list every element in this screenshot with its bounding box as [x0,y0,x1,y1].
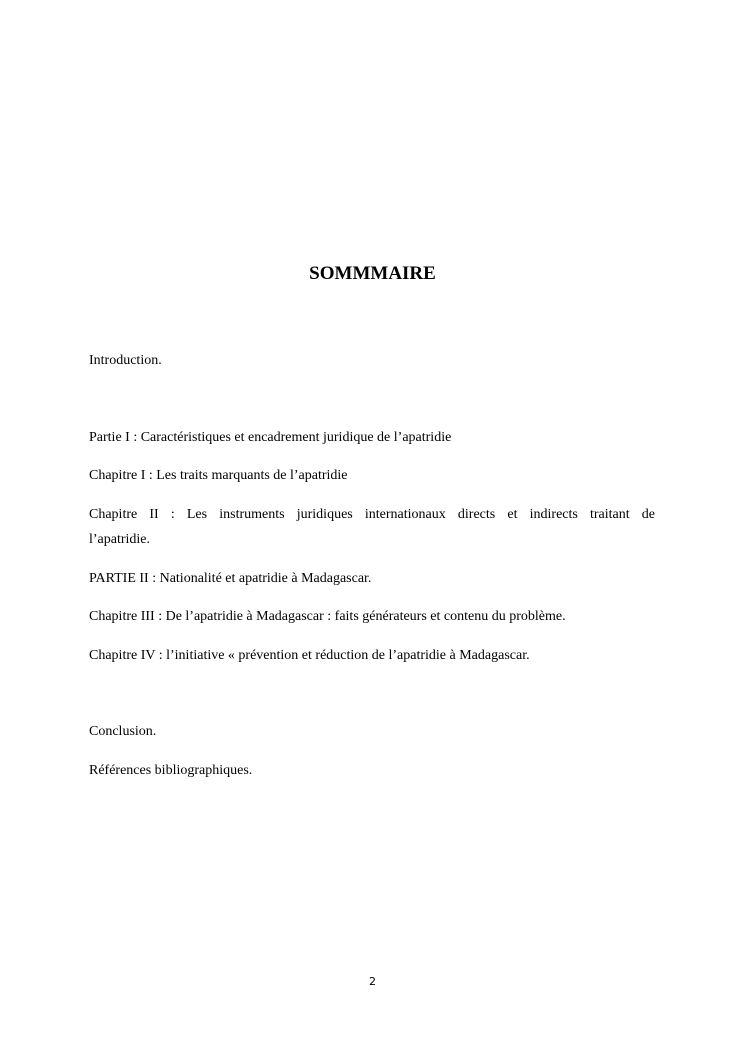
toc-entry-chapitre-1: Chapitre I : Les traits marquants de l’apatridie [89,468,348,483]
toc-entry-references: Références bibliographiques. [89,763,253,778]
toc-entry-chapitre-4: Chapitre IV : l’initiative « prévention et réduction de l’apatridie à Madagascar. [89,648,530,663]
toc-entry-conclusion: Conclusion. [89,724,157,739]
toc-entry-partie-2: PARTIE II : Nationalité et apatridie à Madagascar. [89,571,372,586]
toc-entry-introduction: Introduction. [89,353,162,368]
toc-entry-chapitre-2-line-1: Chapitre II : Les instruments juridiques internationaux directs et indirects traitant de [89,507,655,522]
toc-entry-chapitre-2-line-2: l’apatridie. [89,532,151,547]
page-number: 2 [369,975,376,988]
toc-entry-chapitre-3: Chapitre III : De l’apatridie à Madagascar : faits générateurs et contenu du problème. [89,609,566,624]
toc-entry-partie-1: Partie I : Caractéristiques et encadrement juridique de l’apatridie [89,430,452,445]
page-title: SOMMMAIRE [309,263,436,284]
